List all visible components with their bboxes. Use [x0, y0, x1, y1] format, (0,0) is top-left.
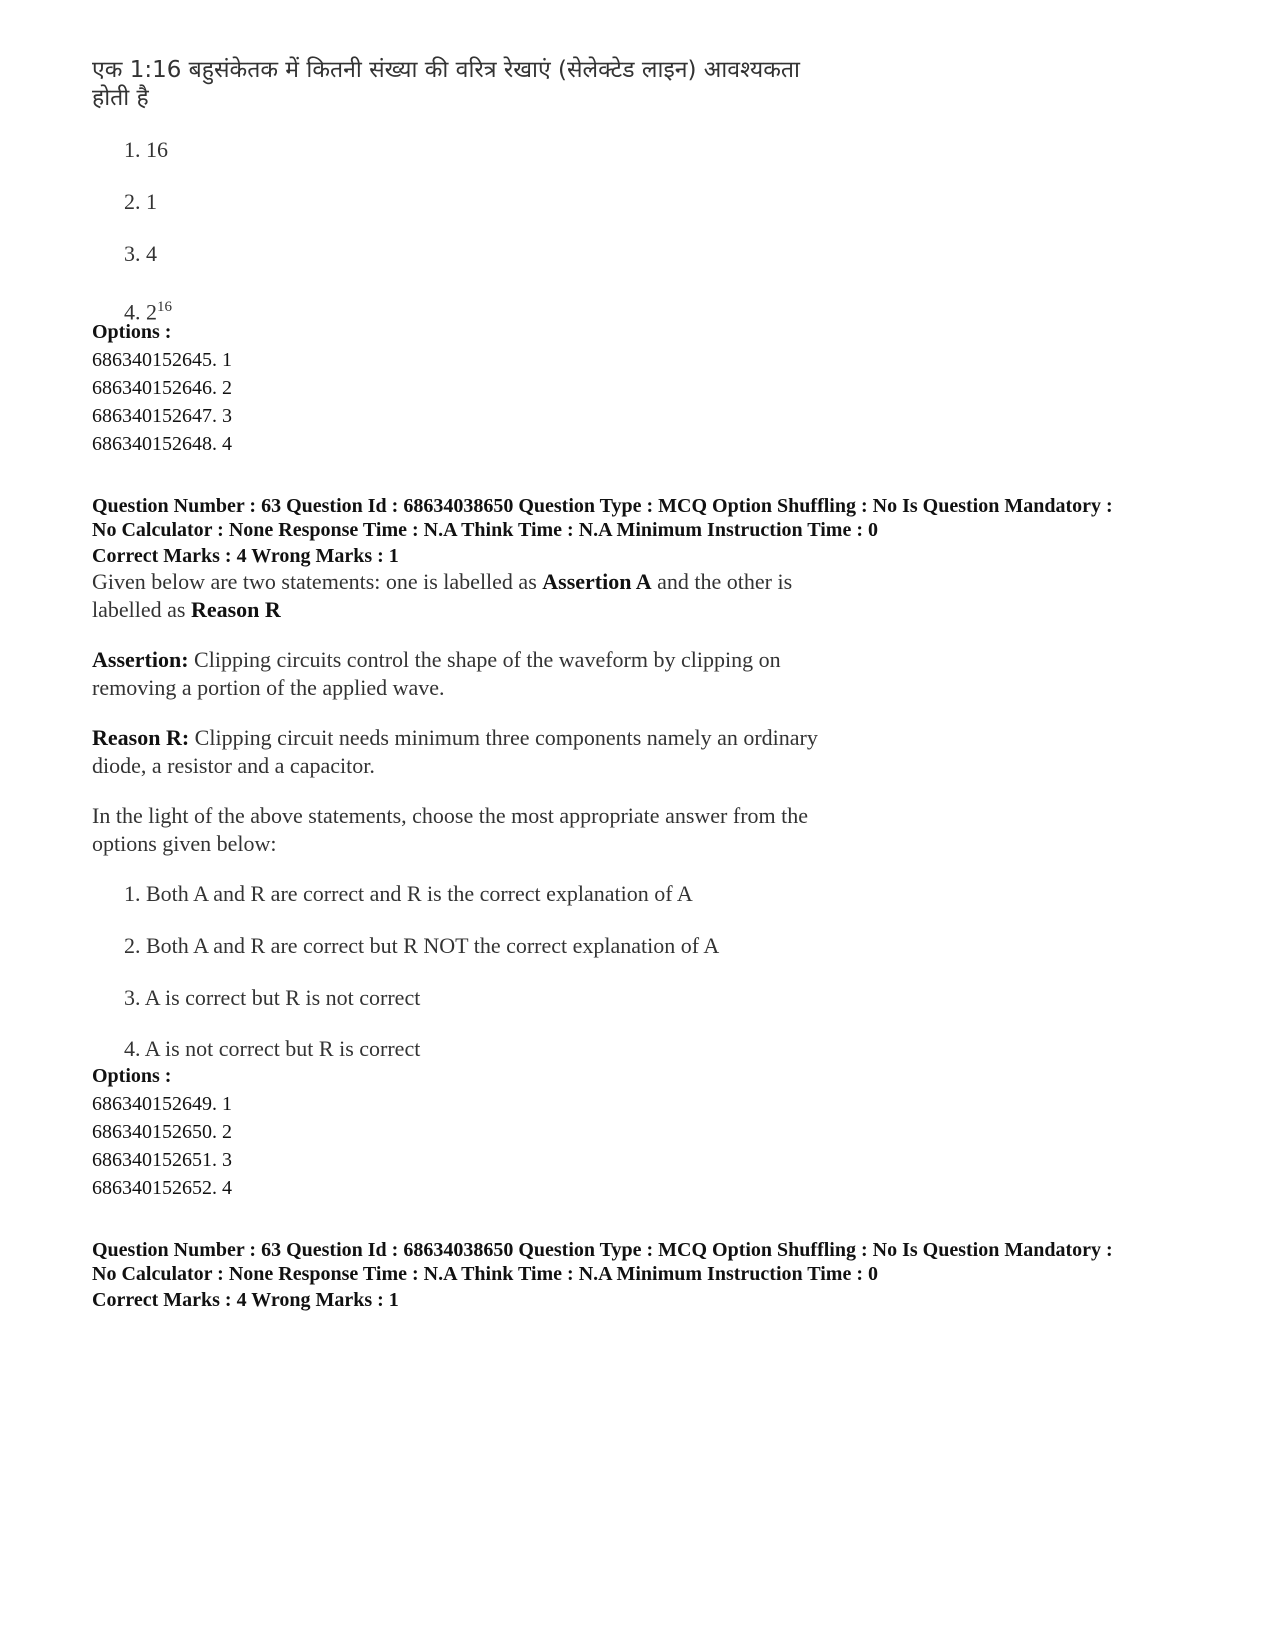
- option-row: 686340152651. 3: [92, 1149, 232, 1171]
- question-document: [92, 56, 1212, 1314]
- intro-line-2: [92, 596, 872, 624]
- question-63-marks: Correct Marks : 4 Wrong Marks : 1: [92, 545, 399, 567]
- question-62-text: [92, 56, 852, 112]
- options-label: Options :: [92, 1065, 172, 1087]
- choice-3: 3. 4: [124, 241, 157, 266]
- choice-4: 4. A is not correct but R is correct: [124, 1036, 421, 1061]
- instruction-text: [92, 802, 872, 858]
- choice-4-base: 4. 2: [124, 299, 157, 325]
- option-row: 686340152647. 3: [92, 405, 232, 427]
- option-row: 686340152652. 4: [92, 1177, 232, 1199]
- intro-text-c: labelled as: [92, 597, 191, 622]
- question-next-marks: Correct Marks : 4 Wrong Marks : 1: [92, 1289, 399, 1311]
- question-62-line-1: एक 1:16 बहुसंकेतक में कितनी संख्या की वरित्र रेखाएं (सेलेक्टेड लाइन) आवश्यकता: [92, 57, 800, 83]
- instruction-line-2: options given below:: [92, 831, 277, 856]
- choice-4: [124, 296, 1212, 325]
- assertion-line-2: removing a portion of the applied wave.: [92, 675, 445, 700]
- instruction-line-1: In the light of the above statements, choose the most appropriate answer from the: [92, 803, 809, 828]
- question-next-meta-line-1: Question Number : 63 Question Id : 68634038650 Question Type : MCQ Option Shuffling : No Is Question Mandatory :: [92, 1239, 1113, 1261]
- reason-statement: [92, 724, 872, 780]
- reason-label: Reason R:: [92, 725, 190, 750]
- question-62-line-2: होती है: [92, 85, 149, 111]
- intro-reason-label: Reason R: [190, 597, 281, 622]
- choice-4-exponent: 16: [157, 299, 172, 315]
- choice-2: 2. Both A and R are correct but R NOT the correct explanation of A: [124, 933, 720, 958]
- intro-line-1: [92, 568, 872, 596]
- question-63-choices: [92, 880, 1212, 1062]
- option-row: 686340152646. 2: [92, 377, 232, 399]
- option-row: 686340152648. 4: [92, 433, 232, 455]
- intro-text-b: and the other is: [651, 569, 793, 594]
- question-next-meta-line-2: No Calculator : None Response Time : N.A Think Time : N.A Minimum Instruction Time : 0: [92, 1263, 878, 1285]
- assertion-line-1: [92, 646, 872, 674]
- choice-1: 1. 16: [124, 137, 168, 162]
- reason-text: Clipping circuit needs minimum three components namely an ordinary: [189, 725, 818, 750]
- option-row: 686340152650. 2: [92, 1121, 232, 1143]
- assertion-text: Clipping circuits control the shape of the waveform by clipping on: [188, 647, 781, 672]
- intro-assertion-label: Assertion A: [542, 569, 652, 594]
- assertion-statement: [92, 646, 872, 702]
- option-row: 686340152645. 1: [92, 349, 232, 371]
- question-63-meta-line-1: Question Number : 63 Question Id : 68634038650 Question Type : MCQ Option Shuffling : No Is Question Mandatory :: [92, 495, 1113, 517]
- question-63-meta-line-2: No Calculator : None Response Time : N.A Think Time : N.A Minimum Instruction Time : 0: [92, 519, 878, 541]
- reason-line-2: diode, a resistor and a capacitor.: [92, 753, 375, 778]
- choice-3: 3. A is correct but R is not correct: [124, 985, 421, 1010]
- assertion-label: Assertion:: [92, 647, 189, 672]
- reason-line-1: [92, 724, 872, 752]
- question-63-intro: [92, 568, 872, 624]
- intro-text-a: Given below are two statements: one is labelled as: [92, 569, 543, 594]
- question-62-choices: [92, 136, 1212, 325]
- options-label: Options :: [92, 321, 172, 343]
- choice-2: 2. 1: [124, 189, 157, 214]
- option-row: 686340152649. 1: [92, 1093, 232, 1115]
- choice-1: 1. Both A and R are correct and R is the correct explanation of A: [124, 881, 693, 906]
